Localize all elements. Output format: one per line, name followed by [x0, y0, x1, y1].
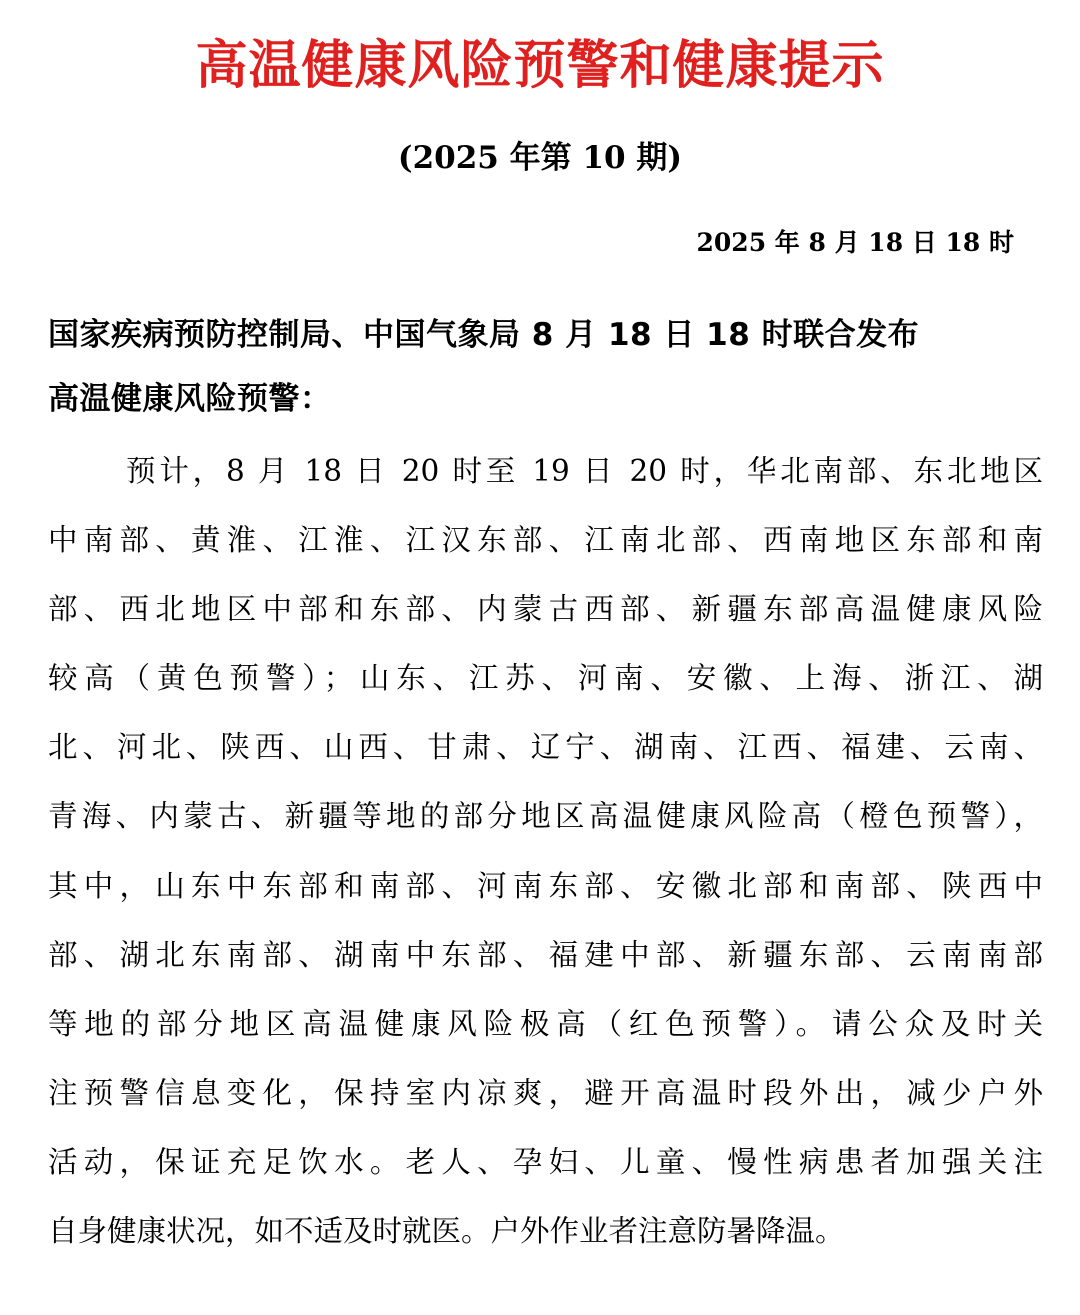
body-line: 活动，保证充足饮水。老人、孕妇、儿童、慢性病患者加强关注 [48, 1144, 1043, 1179]
body-line: 部、西北地区中部和东部、内蒙古西部、新疆东部高温健康风险 [48, 592, 1043, 627]
body-line: 其中，山东中东部和南部、河南东部、安徽北部和南部、陕西中 [48, 868, 1043, 903]
body-line: 北、河北、陕西、山西、甘肃、辽宁、湖南、江西、福建、云南、 [48, 730, 1043, 765]
publish-date: 2025 年 8 月 18 日 18 时 [696, 228, 1014, 257]
body-paragraph [48, 437, 1043, 1266]
body-line: 部、湖北东南部、湖南中东部、福建中部、新疆东部、云南南部 [48, 937, 1043, 972]
lead-paragraph [48, 303, 1043, 431]
body-line: 预计，8 月 18 日 20 时至 19 日 20 时，华北南部、东北地区 [126, 454, 1043, 488]
body-line: 中南部、黄淮、江淮、江汉东部、江南北部、西南地区东部和南 [48, 523, 1043, 558]
body-line: 自身健康状况，如不适及时就医。户外作业者注意防暑降温。 [48, 1214, 845, 1249]
body-line: 青海、内蒙古、新疆等地的部分地区高温健康风险高（橙色预警）， [48, 799, 1043, 834]
issue-number: (2025 年第 10 期) [397, 140, 683, 176]
lead-line: 高温健康风险预警： [48, 381, 332, 417]
body-line: 注预警信息变化，保持室内凉爽，避开高温时段外出，减少户外 [48, 1075, 1043, 1110]
body-line: 较高（黄色预警）；山东、江苏、河南、安徽、上海、浙江、湖 [48, 661, 1043, 696]
body-line: 等地的部分地区高温健康风险极高（红色预警）。请公众及时关 [48, 1006, 1043, 1041]
lead-line: 国家疾病预防控制局、中国气象局 8 月 18 日 18 时联合发布 [48, 317, 920, 353]
document-title: 高温健康风险预警和健康提示 [195, 36, 885, 96]
